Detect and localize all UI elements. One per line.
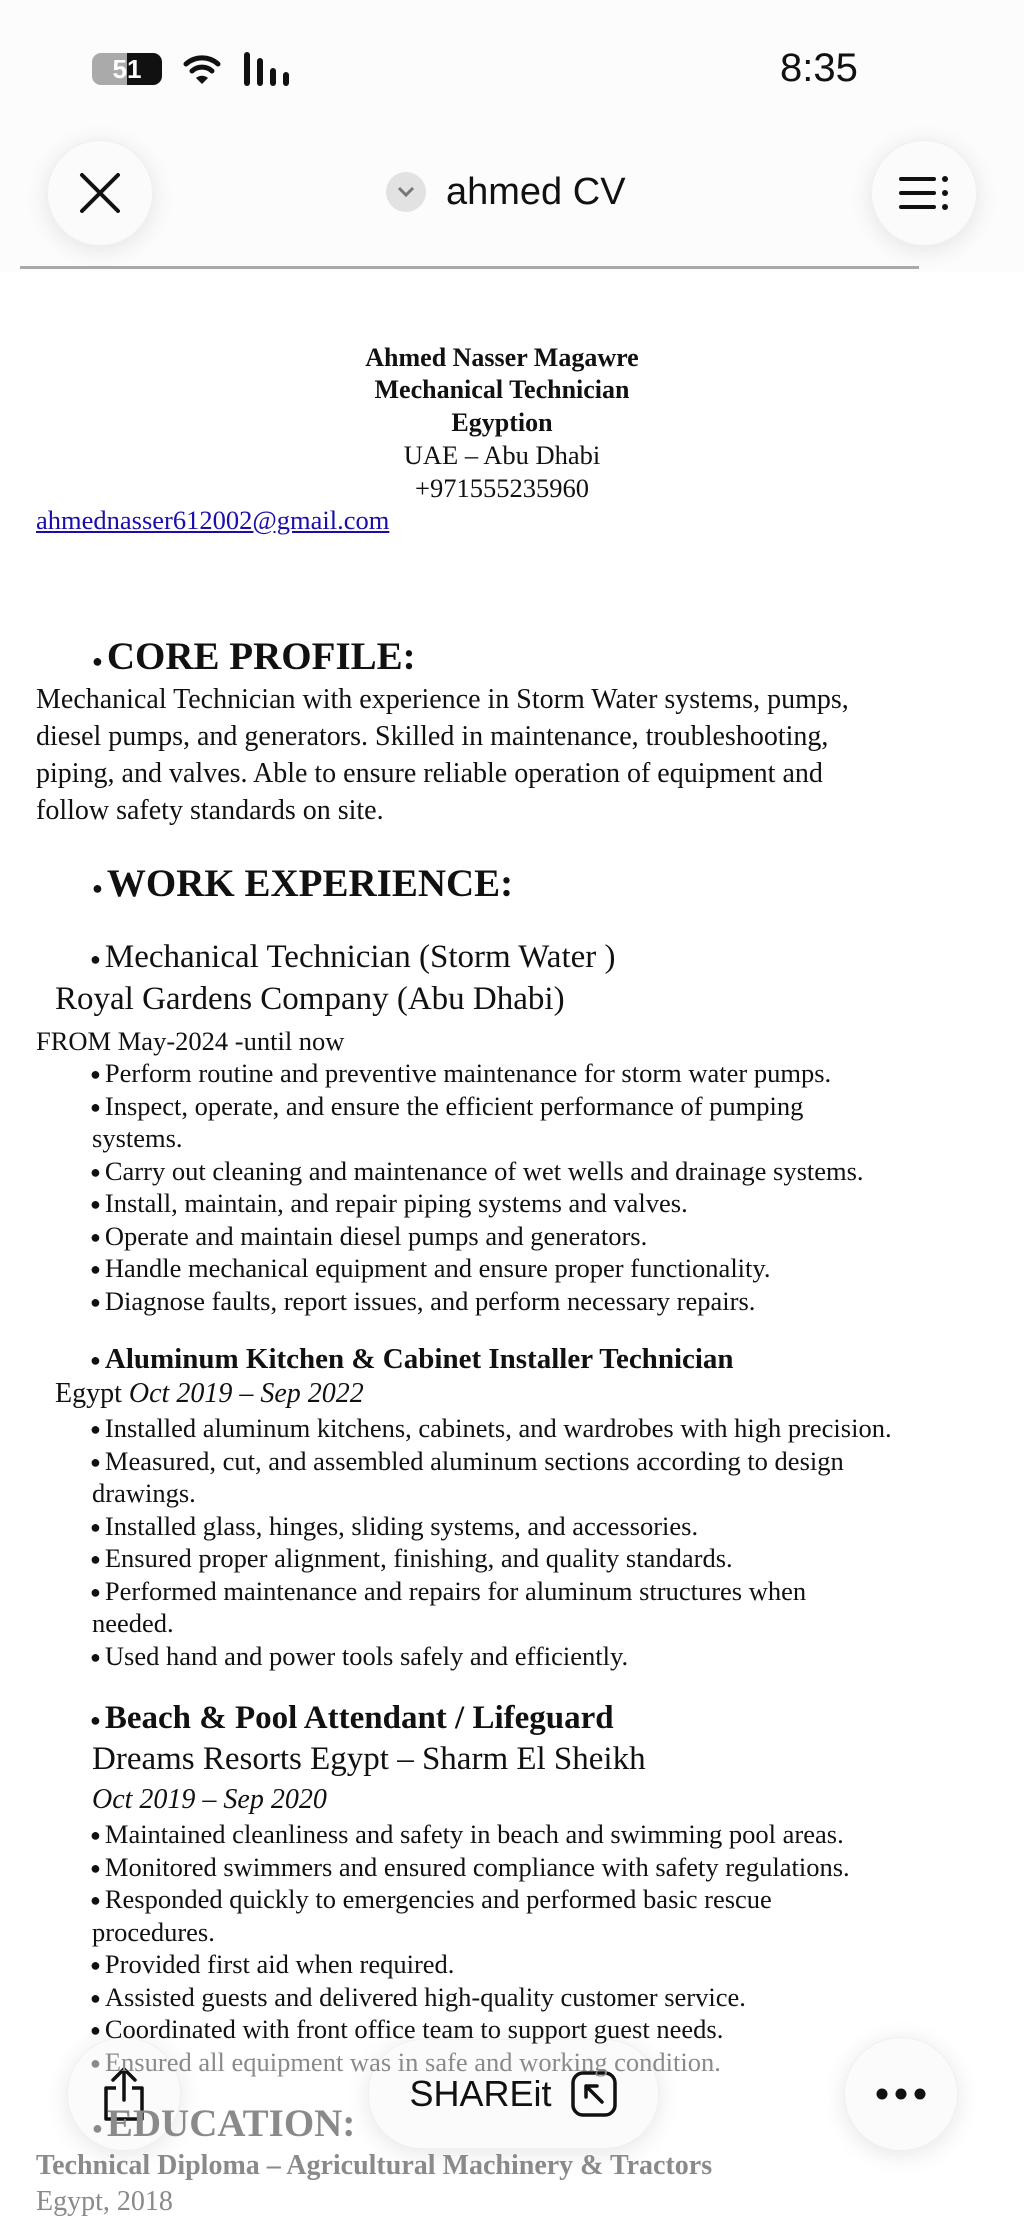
ellipsis-icon	[876, 2088, 926, 2100]
clock: 8:35	[780, 46, 858, 90]
list-item: ● Operate and maintain diesel pumps and generators.	[90, 1221, 648, 1251]
signal-icon	[244, 52, 302, 86]
education-heading: ● EDUCATION:	[92, 2102, 356, 2145]
list-item: ● Ensured all equipment was in safe and working condition.	[90, 2047, 721, 2077]
list-item: ● Provided first aid when required.	[90, 1949, 455, 1979]
job1-title: ● Mechanical Technician (Storm Water )	[90, 939, 616, 975]
list-item: ● Ensured proper alignment, finishing, and quality standards.	[90, 1543, 733, 1573]
battery-indicator: 51	[92, 53, 162, 85]
core-profile-heading: ● CORE PROFILE:	[92, 635, 416, 678]
list-item: ● Install, maintain, and repair piping systems and valves.	[90, 1188, 688, 1218]
email-link[interactable]: ahmednasser612002@gmail.com	[36, 505, 390, 535]
list-item: ● Performed maintenance and repairs for aluminum structures when	[90, 1576, 807, 1606]
menu-button[interactable]	[871, 140, 977, 246]
core-line: piping, and valves. Able to ensure reliable operation of equipment and	[36, 758, 823, 789]
job2-title: ● Aluminum Kitchen & Cabinet Installer Technician	[90, 1343, 734, 1375]
close-button[interactable]	[47, 140, 153, 246]
job3-period: Oct 2019 – Sep 2020	[92, 1784, 327, 1815]
job3-title: ● Beach & Pool Attendant / Lifeguard	[90, 1700, 614, 1736]
core-line: follow safety standards on site.	[36, 795, 384, 826]
list-item-wrap: needed.	[92, 1608, 174, 1638]
list-item: ● Diagnose faults, report issues, and perform necessary repairs.	[90, 1286, 756, 1316]
work-experience-heading: ● WORK EXPERIENCE:	[92, 862, 514, 905]
list-item: ● Coordinated with front office team to support guest needs.	[90, 2014, 724, 2044]
title-dropdown[interactable]	[386, 168, 626, 216]
cv-role: Mechanical Technician	[374, 375, 630, 404]
list-item: ● Maintained cleanliness and safety in beach and swimming pool areas.	[90, 1819, 844, 1849]
list-item: ● Monitored swimmers and ensured compliance with safety regulations.	[90, 1852, 850, 1882]
list-item: ● Responded quickly to emergencies and performed basic rescue	[90, 1884, 772, 1914]
document-title: ahmed CV	[446, 170, 626, 213]
list-item: ● Assisted guests and delivered high-quality customer service.	[90, 1982, 746, 2012]
cv-name: Ahmed Nasser Magawre	[365, 343, 639, 372]
core-line: Mechanical Technician with experience in Storm Water systems, pumps,	[36, 684, 849, 715]
list-menu-icon	[898, 173, 950, 213]
education-degree: Technical Diploma – Agricultural Machinery & Tractors	[36, 2150, 713, 2181]
list-item: ● Inspect, operate, and ensure the efficient performance of pumping	[90, 1091, 804, 1121]
core-line: diesel pumps, and generators. Skilled in maintenance, troubleshooting,	[36, 721, 829, 752]
list-item: ● Perform routine and preventive maintenance for storm water pumps.	[90, 1058, 832, 1088]
shareit-label: SHAREit	[409, 2073, 552, 2114]
list-item-wrap: procedures.	[92, 1917, 215, 1947]
wifi-icon	[182, 52, 222, 86]
job2-place-period: Egypt Oct 2019 – Sep 2022	[55, 1378, 364, 1409]
header-divider	[20, 266, 919, 269]
cv-nationality: Egyption	[451, 408, 553, 437]
job3-company: Dreams Resorts Egypt – Sharm El Sheikh	[92, 1741, 646, 1777]
top-bar	[0, 0, 1024, 272]
close-icon	[78, 171, 122, 215]
job1-company: Royal Gardens Company (Abu Dhabi)	[55, 981, 565, 1017]
list-item: ● Carry out cleaning and maintenance of wet wells and drainage systems.	[90, 1156, 864, 1186]
education-place: Egypt, 2018	[36, 2186, 173, 2217]
list-item: ● Measured, cut, and assembled aluminum sections according to design	[90, 1446, 844, 1476]
job1-period: FROM May-2024 -until now	[36, 1026, 345, 1056]
list-item: ● Handle mechanical equipment and ensure proper functionality.	[90, 1253, 771, 1283]
list-item: ● Installed glass, hinges, sliding systems, and accessories.	[90, 1511, 699, 1541]
cv-location: UAE – Abu Dhabi	[403, 440, 601, 470]
chevron-down-icon	[386, 172, 426, 212]
cv-phone: +971555235960	[415, 473, 589, 503]
list-item-wrap: systems.	[92, 1123, 183, 1153]
list-item: ● Installed aluminum kitchens, cabinets, and wardrobes with high precision.	[90, 1413, 892, 1443]
more-options-button[interactable]	[844, 2037, 958, 2151]
list-item: ● Used hand and power tools safely and efficiently.	[90, 1641, 629, 1671]
list-item-wrap: drawings.	[92, 1478, 196, 1508]
